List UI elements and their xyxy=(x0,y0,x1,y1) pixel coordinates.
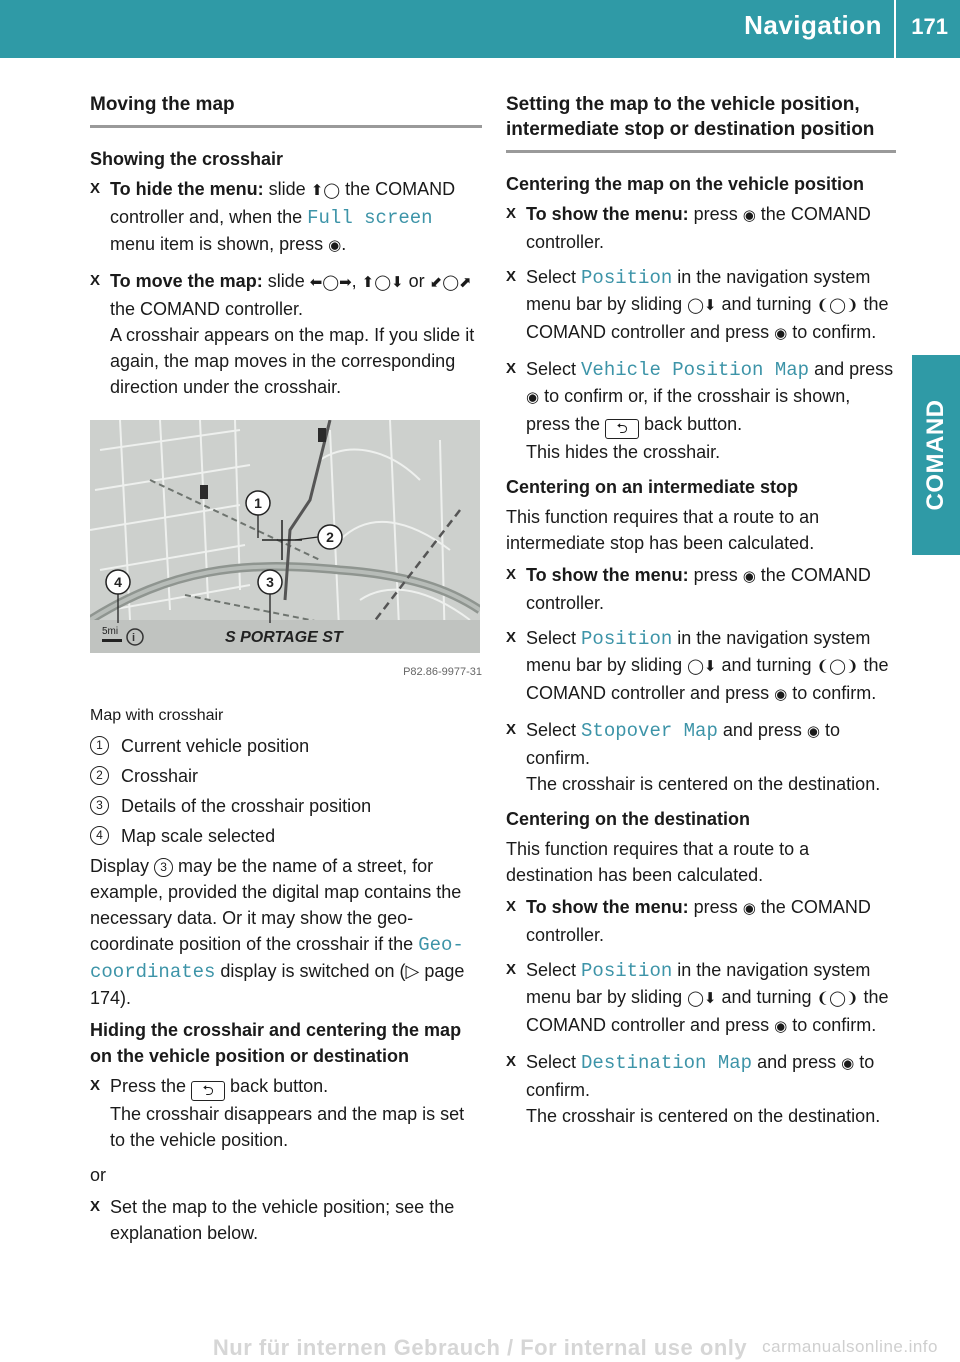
map-graphic xyxy=(90,420,480,653)
map-scale-label: 5mi xyxy=(102,626,119,637)
step-arrow-icon: X xyxy=(506,360,517,377)
press-controller-icon: ◉ xyxy=(774,325,788,342)
subheading-vehicle-position: Centering the map on the vehicle position xyxy=(506,174,865,194)
subheading-intermediate-stop: Centering on an intermediate stop xyxy=(506,477,799,497)
destination-text: This function requires that a route to a destination has been calculated. xyxy=(506,839,810,885)
step-arrow-icon: X xyxy=(506,629,517,646)
turn-controller-icon: ❨◯❩ xyxy=(816,297,859,314)
menu-item-position: Position xyxy=(581,628,673,650)
svg-text:1: 1 xyxy=(254,495,262,511)
subheading-hiding-crosshair: Hiding the crosshair and centering the map on the vehicle position or destination xyxy=(90,1020,462,1066)
step-arrow-icon: X xyxy=(90,180,101,197)
slide-diagonal-controller-icon: ⬋◯⬈ xyxy=(429,274,472,291)
slide-down-controller-icon: ◯⬇ xyxy=(687,297,717,314)
or-text: or xyxy=(90,1165,107,1185)
press-controller-icon: ◉ xyxy=(526,389,540,406)
back-button-icon: ⮌ xyxy=(605,419,639,439)
section-title: Navigation xyxy=(744,10,882,40)
side-tab-label: COMAND xyxy=(922,399,949,511)
back-button-icon: ⮌ xyxy=(191,1081,225,1101)
svg-text:i: i xyxy=(132,632,136,644)
map-street-name: S PORTAGE ST xyxy=(225,629,343,646)
header-divider xyxy=(894,0,896,58)
slide-left-right-controller-icon: ⬅◯➡ xyxy=(309,274,352,291)
press-controller-icon: ◉ xyxy=(742,207,756,224)
press-controller-icon: ◉ xyxy=(328,237,342,254)
menu-item-geo-coordinates: Geo-coordinates xyxy=(90,934,464,983)
menu-item-destination-map: Destination Map xyxy=(581,1052,753,1074)
legend-item: 1 Current vehicle position xyxy=(90,733,482,759)
press-controller-icon: ◉ xyxy=(774,1018,788,1035)
footer-notice: Nur für internen Gebrauch / For internal use only xyxy=(212,1335,748,1360)
legend-item: 3 Details of the crosshair position xyxy=(90,793,482,819)
legend-item: 2 Crosshair xyxy=(90,763,482,789)
step-select-position: X Select Position in the navigation system menu bar by sliding ◯⬇ and turning ❨◯❩ the COMAND controller and press ◉ to confirm. xyxy=(506,625,896,708)
map-caption: Map with crosshair xyxy=(90,707,224,724)
heading-setting-map: Setting the map to the vehicle position, intermediate stop or destination position xyxy=(506,92,896,153)
step-set-vehicle-position: X Set the map to the vehicle position; see the explanation below. xyxy=(90,1194,482,1246)
step-select-destination-map: X Select Destination Map and press ◉ to confirm. The crosshair is centered on the destination. xyxy=(506,1049,896,1129)
menu-item-full-screen: Full screen xyxy=(307,207,433,229)
right-column xyxy=(506,92,896,1138)
subheading-crosshair: Showing the crosshair xyxy=(90,149,284,169)
svg-text:3: 3 xyxy=(266,574,274,590)
header-bar xyxy=(0,0,960,58)
step-select-position: X Select Position in the navigation system menu bar by sliding ◯⬇ and turning ❨◯❩ the COMAND controller and press ◉ to confirm. xyxy=(506,264,896,347)
watermark: carmanualsonline.info xyxy=(762,1337,938,1356)
menu-item-stopover-map: Stopover Map xyxy=(581,720,718,742)
step-arrow-icon: X xyxy=(90,1198,101,1215)
turn-controller-icon: ❨◯❩ xyxy=(816,658,859,675)
svg-text:2: 2 xyxy=(326,529,334,545)
legend-item: 4 Map scale selected xyxy=(90,823,482,849)
display-paragraph: Display 3 may be the name of a street, for example, provided the digital map contains the necessary data. Or it may show the geo-coordinate position of the crosshair if the Geo-coordinates display is switched on (▷ page 174). xyxy=(90,856,465,1008)
press-controller-icon: ◉ xyxy=(742,900,756,917)
step-move-map: X To move the map: slide ⬅◯➡, ⬆◯⬇ or ⬋◯⬈ the COMAND controller. A crosshair appears on the map. If you slide it again, the map moves in the corresponding direction under the crosshair. xyxy=(90,268,482,400)
step-press-back: X Press the ⮌ back button. The crosshair disappears and the map is set to the vehicle position. xyxy=(90,1073,482,1153)
footer xyxy=(0,1335,960,1361)
step-show-menu: X To show the menu: press ◉ the COMAND controller. xyxy=(506,201,896,255)
step-arrow-icon: X xyxy=(90,272,101,289)
step-select-position: X Select Position in the navigation system menu bar by sliding ◯⬇ and turning ❨◯❩ the COMAND controller and press ◉ to confirm. xyxy=(506,957,896,1040)
menu-item-position: Position xyxy=(581,960,673,982)
legend-list xyxy=(90,733,482,849)
slide-up-down-controller-icon: ⬆◯⬇ xyxy=(361,274,404,291)
step-show-menu: X To show the menu: press ◉ the COMAND controller. xyxy=(506,562,896,616)
press-controller-icon: ◉ xyxy=(841,1055,855,1072)
press-controller-icon: ◉ xyxy=(774,686,788,703)
step-hide-menu: X To hide the menu: slide ⬆◯ the COMAND controller and, when the Full screen menu item is shown, press ◉. xyxy=(90,176,482,259)
menu-item-vehicle-position-map: Vehicle Position Map xyxy=(581,359,810,381)
step-arrow-icon: X xyxy=(506,566,517,583)
turn-controller-icon: ❨◯❩ xyxy=(816,990,859,1007)
image-reference: P82.86-9977-31 xyxy=(403,666,482,678)
subheading-destination: Centering on the destination xyxy=(506,809,751,829)
step-arrow-icon: X xyxy=(506,205,517,222)
step-arrow-icon: X xyxy=(506,1053,517,1070)
svg-text:4: 4 xyxy=(114,574,122,590)
heading-moving-map: Moving the map xyxy=(90,92,482,128)
page-number: 171 xyxy=(911,14,948,39)
step-arrow-icon: X xyxy=(90,1077,101,1094)
slide-down-controller-icon: ◯⬇ xyxy=(687,658,717,675)
slide-up-controller-icon: ⬆◯ xyxy=(310,182,341,199)
step-select-stopover-map: X Select Stopover Map and press ◉ to confirm. The crosshair is centered on the destination. xyxy=(506,717,896,797)
intermediate-stop-text: This function requires that a route to an intermediate stop has been calculated. xyxy=(506,507,820,553)
step-show-menu: X To show the menu: press ◉ the COMAND controller. xyxy=(506,894,896,948)
step-arrow-icon: X xyxy=(506,961,517,978)
press-controller-icon: ◉ xyxy=(742,568,756,585)
map-image xyxy=(90,420,480,653)
step-arrow-icon: X xyxy=(506,898,517,915)
slide-down-controller-icon: ◯⬇ xyxy=(687,990,717,1007)
press-controller-icon: ◉ xyxy=(806,723,821,740)
step-arrow-icon: X xyxy=(506,268,517,285)
side-tab xyxy=(912,355,960,555)
step-select-vehicle-position-map: X Select Vehicle Position Map and press ◉ to confirm or, if the crosshair is shown, press the ⮌ back button. This hides the crosshair. xyxy=(506,356,896,465)
step-arrow-icon: X xyxy=(506,721,517,738)
menu-item-position: Position xyxy=(581,267,673,289)
left-column xyxy=(90,92,482,1255)
